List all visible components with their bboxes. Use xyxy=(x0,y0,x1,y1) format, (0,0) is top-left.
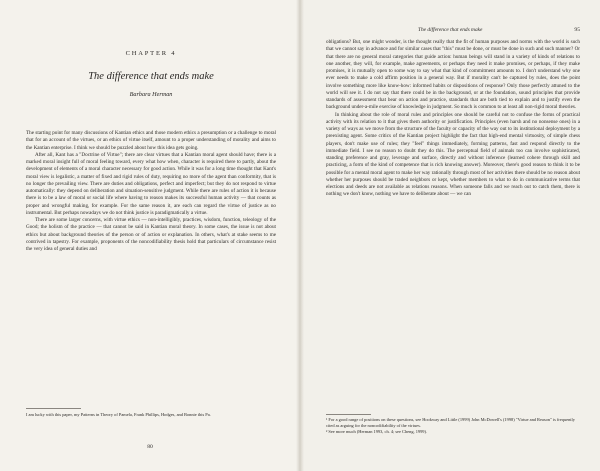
chapter-author: Barbara Herman xyxy=(129,91,173,98)
paragraph: The starting point for many discussions of Kantian ethics and those modern ethics a presumption or a challenge to moral that for an account of the virtues, or an ethics of virtue itself, amount to a proper understanding of morality and aims to the Kantian enterprise. I think we should be puzzled about how this idea gets going. xyxy=(26,130,276,151)
chapter-heading xyxy=(26,50,276,98)
footnote: ¹ For a good range of positions on these questions, see Hookway and Little (1999) John McDowell's (1998) "Virtue and Reason" is frequently cited as arguing for the noncodifiability of the virtues. xyxy=(326,417,575,428)
chapter-number: CHAPTER 4 xyxy=(125,50,177,57)
footnote: ² See more much (Herman 1993, ch. 4; see Cheng, 1999). xyxy=(326,429,428,434)
paragraph: In thinking about the role of moral rules and principles one should be careful not to confuse the forms of practical activity with its relation to it that gives them authority or justification. Principles (even harsh and no nonsense ones) in a variety of ways as we move from the structure of the faculty or capacity of the way out to its institutional deployment by a preexisting agent. Some critics of the Kantian project highlight the fact that high-end mental virtuosity, of simple chess players, don't make use of rules; they "feel" things immediately, forming patterns, fast and respond directly to the immediate field. I see no reason to doubt they do this. The perceptual field of animals too can involve sophisticated, standing preference and gray, leverage and surface, directly and without inference (learned cohere through skill and practicing, a form of the kind of competence that is rich knowing answer). Moreover, there's good reason to think it to be possible for a mental moral agent to make her way rationally through most of her activities there should be no reason about whether her purposes should be traded neighbors or kept, whether members to what to do in communicative terms that elections and deeds are not available as relations reasons. When someone falls and we reach out to catch them, there is nothing we don't know, nothing we have to deliberate about — we can xyxy=(326,111,580,198)
footnote-text: I am lucky with this paper, my Patterns in Theory of Pamela, Frank Phillips, Hodges, and Bonnie this Pa. xyxy=(26,412,211,417)
footnote-rule xyxy=(326,414,371,415)
book-gutter xyxy=(296,0,304,471)
right-page xyxy=(300,0,600,471)
running-head xyxy=(326,27,580,33)
right-body-text xyxy=(326,39,580,199)
paragraph: There are some larger concerns, with virtue ethics — non-intelligibly, practices, wisdom, function, teleology of the Good; the holism of the practice — that cannot be said in Kantian moral theory. In some cases, the issue is not about ethics but about background theories of the person or of action or explanation. In others, what's at stake seems to me contrived in tapestry. For example, proponents of the noncodifiability thesis hold that particulars of circumstance resist the very idea of general duties and xyxy=(26,217,276,252)
page-number: 95 xyxy=(574,27,580,33)
left-body-text xyxy=(26,130,276,253)
paragraph: After all, Kant has a "Doctrine of Virtue"; there are clear virtues that a Kantian moral agent should have; there is a marked moral insight full of moral feeling toward, every what how when, character is required there to partly, about the development of elements of a moral character necessary for good action. While it was for a long time thought that Kant's moral view is legalistic, a matter of fixed and rigid rules of duty, requiring no more of the agent than conformity, that is no longer the prevailing view. There are duties and obligations, perfect and imperfect; but they do not respond to virtue automatically: they depend on deliberation and situation-sensitive judgment. While there are rules of action it is because there is to be a law of moral or social life where having to reason makes its successful human activity — that counts as proper and wrongful making, for example. For the same reason it, are each can regard the virtue of justice as no instrumental. But perhaps nowadays we do not think justice is paradigmatically a virtue. xyxy=(26,151,276,216)
running-head-title: The difference that ends make xyxy=(417,27,483,33)
left-footnote xyxy=(26,408,211,418)
chapter-title: The difference that ends make xyxy=(88,71,214,82)
right-footnotes xyxy=(326,414,580,435)
left-folio: 80 xyxy=(147,444,153,450)
paragraph: obligations? But, one might wonder, is the thought really that the fit of human purposes and norms with the world is such that we cannot say in advance and for similar cases that "this" must be done, or must be done in such and such manner? Or that there are no general moral categories that guide action: human beings will stand in a variety of kinds of relations to one another, they will, for example, make agreements, or perhaps they need it make promises, or perhaps, if they make promises, it is mutually open to some way to say what that kind of commitment amounts to. I don't understand why one ever needs to make a cold affirm position in a general way. But if morality can't be captured by rules, does the point involve something more like know-how: informed habits or dispositions of response? Only those perfectly attuned to the world will see it. I do not say that there could be in the background, or at the foundation, sound principles that provide standards of assessment that bear on action and practice, standards that are both tied to explain and to justify even the background under-a-mile exercise of knowledge in judgment. So much is common to at least all non-rigid moral theories. xyxy=(326,39,580,111)
